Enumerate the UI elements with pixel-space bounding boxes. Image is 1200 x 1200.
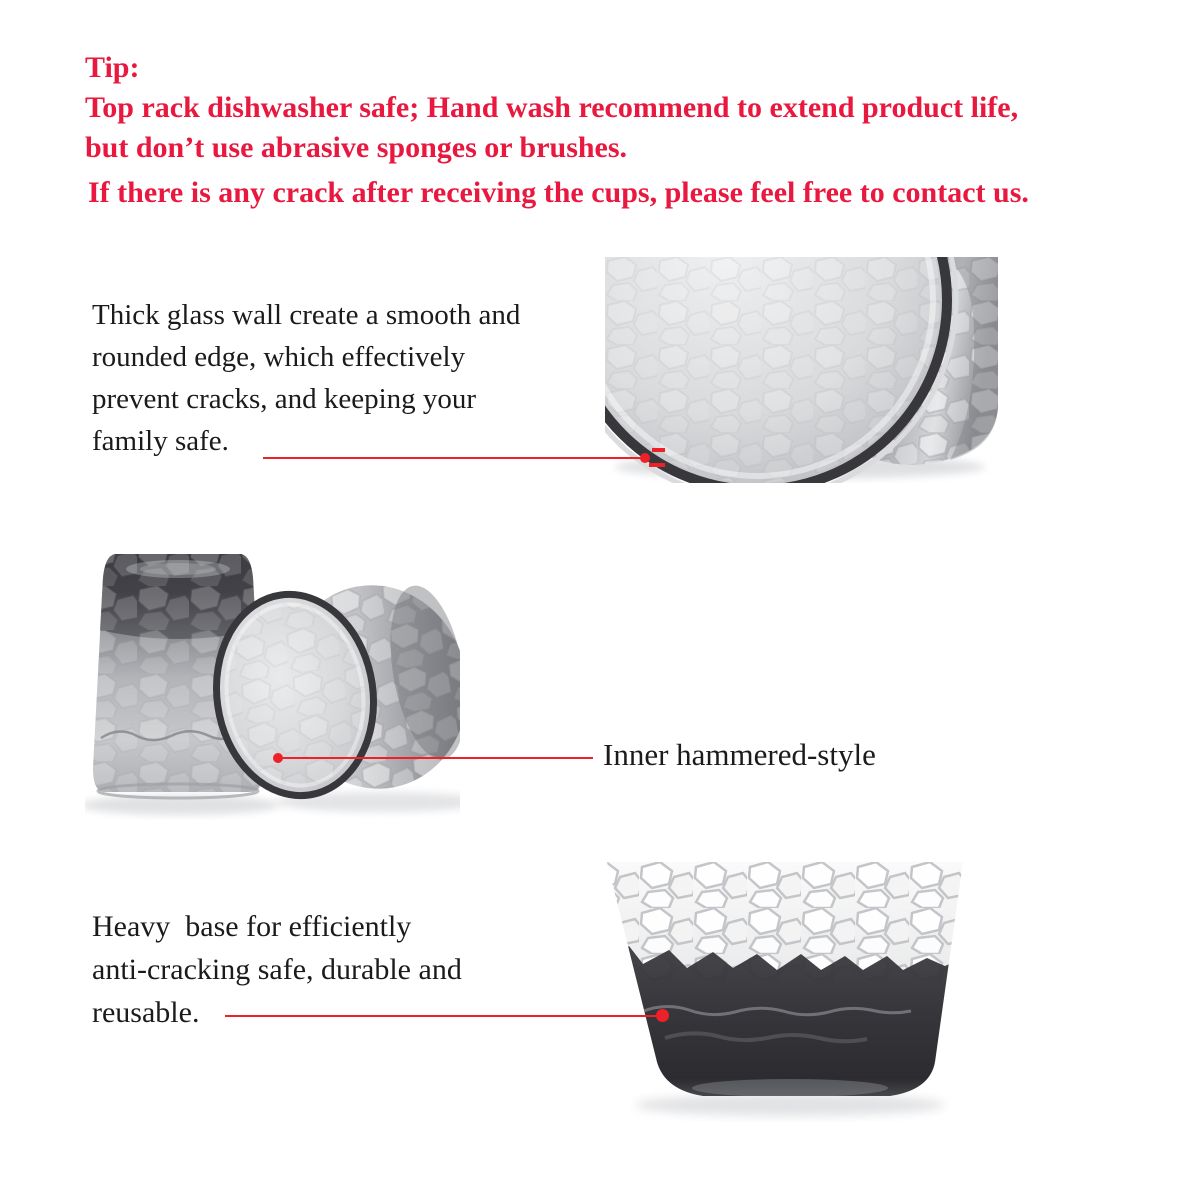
tip-heading: Tip: bbox=[85, 51, 140, 84]
photo-shadow bbox=[635, 1094, 945, 1116]
rim-leader-line bbox=[263, 457, 646, 459]
base-bottom-reflection bbox=[692, 1079, 888, 1097]
rim-feature-line1: Thick glass wall create a smooth and bbox=[92, 299, 521, 331]
base-feature-line1: Heavy base for efficiently bbox=[92, 910, 412, 943]
base-feature-line2: anti-cracking safe, durable and bbox=[92, 953, 462, 986]
two-glasses-photo bbox=[85, 542, 460, 820]
base-closeup-photo bbox=[585, 862, 980, 1122]
rim-feature-line2: rounded edge, which effectively bbox=[92, 341, 466, 373]
base-closeup-illustration bbox=[585, 862, 980, 1122]
inner-feature-label: Inner hammered-style bbox=[603, 737, 876, 772]
two-glasses-illustration bbox=[85, 542, 460, 820]
base-leader-dot bbox=[656, 1009, 669, 1022]
rim-leader-tick-bottom bbox=[649, 463, 665, 467]
base-leader-line bbox=[225, 1015, 663, 1017]
dark-heavy-base bbox=[605, 946, 963, 1102]
tip-body-line2: but don’t use abrasive sponges or brushes. bbox=[85, 131, 628, 164]
inner-leader-line bbox=[278, 757, 593, 759]
tip-note: If there is any crack after receiving the cups, please feel free to contact us. bbox=[88, 176, 1029, 209]
rim-leader-tick-top bbox=[652, 448, 665, 452]
rim-feature-line4: family safe. bbox=[92, 425, 229, 457]
rim-leader-dot bbox=[640, 453, 650, 463]
tip-body-line1: Top rack dishwasher safe; Hand wash recommend to extend product life, bbox=[85, 91, 1019, 124]
rim-feature-line3: prevent cracks, and keeping your bbox=[92, 383, 477, 415]
glass-base bbox=[585, 862, 980, 1102]
base-feature-line3: reusable. bbox=[92, 996, 200, 1029]
